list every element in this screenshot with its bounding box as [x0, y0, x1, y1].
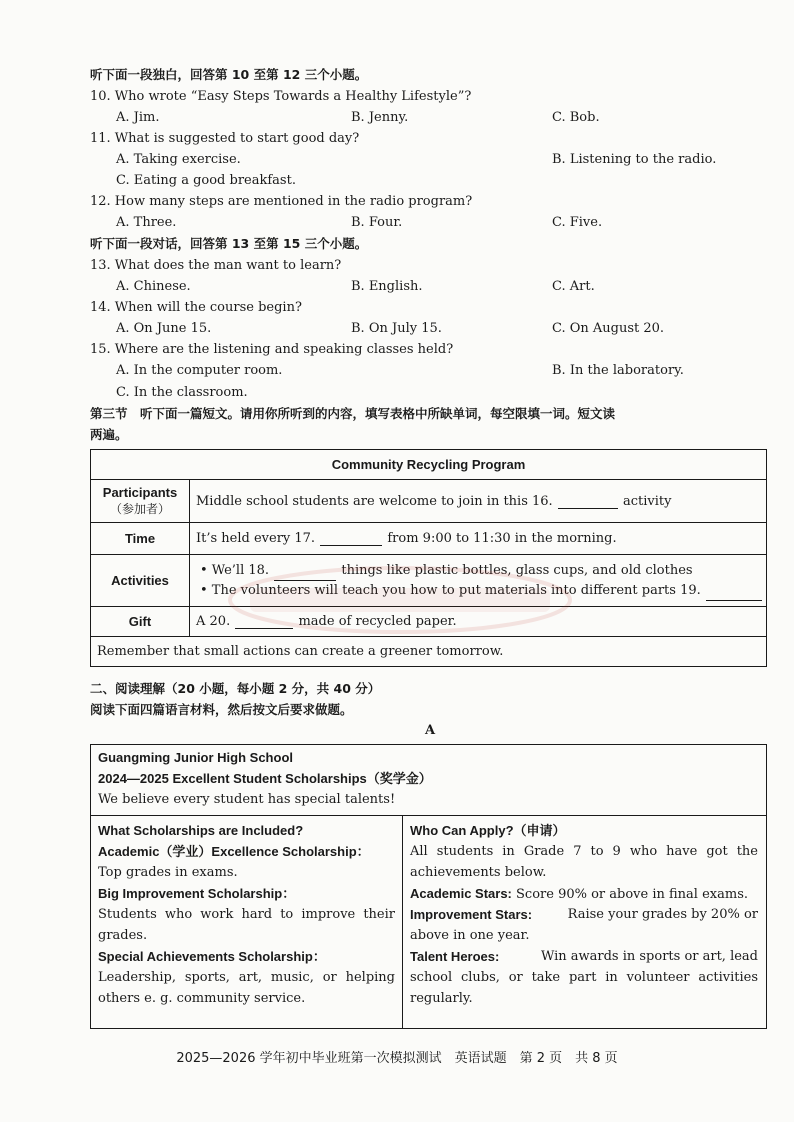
listening-intro-2: 听下面一段对话，回答第 13 至第 15 三个小题。	[90, 236, 368, 251]
academic-stars-text: Score 90% or above in final exams.	[511, 887, 748, 902]
types-heading: What Scholarships are Included?	[98, 823, 304, 838]
scholarship-types-column	[91, 816, 403, 1028]
question-14-option-b: B. On July 15.	[351, 321, 442, 336]
scholarship-title: 2024—2025 Excellent Student Scholarships（奖学金）	[98, 771, 432, 786]
question-15-option-b: B. In the laboratory.	[552, 363, 684, 378]
school-name: Guangming Junior High School	[98, 750, 293, 765]
page-footer: 2025—2026 学年初中毕业班第一次模拟测试 英语试题 第 2 页 共 8 页	[176, 1051, 618, 1066]
participants-text-end: activity	[622, 493, 672, 509]
question-12-option-c: C. Five.	[552, 215, 603, 230]
table-footer: Remember that small actions can create a greener tomorrow.	[91, 637, 767, 667]
academic-stars-label: Academic Stars:	[410, 886, 512, 901]
activity-1-text: • We’ll 18.	[200, 562, 270, 578]
reading-heading: 二、阅读理解（20 小题，每小题 2 分，共 40 分）	[90, 681, 381, 696]
question-10-stem: 10. Who wrote “Easy Steps Towards a Healthy Lifestyle”?	[90, 89, 472, 104]
eligibility-intro-cont: achievements below.	[410, 865, 547, 880]
improvement-scholarship-desc-cont: grades.	[98, 928, 148, 943]
gift-text-end: made of recycled paper.	[298, 614, 457, 629]
improvement-scholarship-desc: Students who work hard to improve their	[98, 907, 395, 922]
reading-instruction: 阅读下面四篇语言材料，然后按文后要求做题。	[90, 702, 353, 717]
academic-stars-item	[410, 885, 748, 904]
blank-20[interactable]	[235, 614, 293, 629]
improvement-stars-label: Improvement Stars:	[410, 907, 533, 922]
question-10-option-c: C. Bob.	[552, 110, 600, 125]
time-text: It’s held every 17.	[196, 531, 316, 546]
talent-heroes-label: Talent Heroes:	[410, 949, 500, 964]
question-15-option-c: C. In the classroom.	[116, 385, 248, 400]
question-10-option-b: B. Jenny.	[351, 110, 409, 125]
participants-label-cn: （参加者）	[109, 502, 170, 516]
improvement-stars-text-cont: above in one year.	[410, 928, 530, 943]
gift-value	[190, 607, 767, 637]
question-11-option-a: A. Taking exercise.	[116, 152, 241, 167]
question-11-stem: 11. What is suggested to start good day?	[90, 131, 360, 146]
question-12-stem: 12. How many steps are mentioned in the radio program?	[90, 194, 473, 209]
activity-item-2	[196, 581, 765, 601]
blank-19[interactable]	[706, 586, 762, 601]
activity-item-1	[196, 561, 765, 581]
question-14-option-a: A. On June 15.	[116, 321, 212, 336]
question-12-option-a: A. Three.	[116, 215, 177, 230]
time-value	[190, 523, 767, 555]
scholarship-header	[91, 745, 766, 816]
improvement-stars-item	[410, 906, 758, 924]
activities-value	[190, 555, 767, 607]
activity-1-text-end: things like plastic bottles, glass cups, and old clothes	[341, 562, 693, 578]
gift-label: Gift	[91, 607, 190, 637]
special-scholarship-desc: Leadership, sports, art, music, or helping	[98, 970, 395, 985]
activity-2-text: • The volunteers will teach you how to put materials into different parts 19.	[200, 582, 701, 598]
time-label: Time	[91, 523, 190, 555]
listening-intro-1: 听下面一段独白，回答第 10 至第 12 三个小题。	[90, 67, 368, 82]
special-scholarship-desc-cont: others e. g. community service.	[98, 991, 306, 1006]
question-15-option-a: A. In the computer room.	[116, 363, 283, 378]
participants-label-en: Participants	[102, 485, 178, 500]
section-3-instruction: 第三节 听下面一篇短文。请用你所听到的内容，填写表格中所缺单词，每空限填一词。短文读	[90, 406, 616, 421]
participants-text: Middle school students are welcome to join in this 16.	[196, 493, 553, 509]
question-13-option-c: C. Art.	[552, 279, 595, 294]
eligibility-heading: Who Can Apply?（申请）	[410, 823, 566, 838]
eligibility-column	[403, 816, 766, 1028]
gift-text: A 20.	[196, 614, 231, 629]
question-14-option-c: C. On August 20.	[552, 321, 665, 336]
academic-scholarship-desc: Top grades in exams.	[98, 865, 238, 880]
improvement-scholarship-title: Big Improvement Scholarship：	[98, 886, 296, 901]
question-13-stem: 13. What does the man want to learn?	[90, 258, 342, 273]
question-14-stem: 14. When will the course begin?	[90, 300, 302, 315]
time-text-end: from 9:00 to 11:30 in the morning.	[387, 531, 617, 546]
eligibility-intro: All students in Grade 7 to 9 who have got the	[410, 844, 758, 859]
question-13-option-b: B. English.	[351, 279, 423, 294]
talent-heroes-item	[410, 948, 758, 966]
improvement-stars-text: Raise your grades by 20% or	[567, 907, 758, 922]
question-13-option-a: A. Chinese.	[116, 279, 191, 294]
talent-heroes-text-cont: school clubs, or take part in volunteer activities	[410, 970, 758, 985]
table-title: Community Recycling Program	[91, 450, 767, 480]
recycling-program-table	[90, 449, 767, 667]
blank-16[interactable]	[558, 494, 618, 509]
blank-18[interactable]	[274, 566, 336, 581]
question-11-option-c: C. Eating a good breakfast.	[116, 173, 296, 188]
question-15-stem: 15. Where are the listening and speaking classes held?	[90, 342, 454, 357]
special-scholarship-title: Special Achievements Scholarship：	[98, 949, 326, 964]
scholarship-notice	[90, 744, 767, 1029]
participants-value	[190, 480, 767, 523]
blank-17[interactable]	[320, 531, 382, 546]
question-10-option-a: A. Jim.	[116, 110, 160, 125]
participants-label	[91, 480, 190, 523]
academic-scholarship-title: Academic（学业）Excellence Scholarship：	[98, 844, 370, 859]
talent-heroes-text-end: regularly.	[410, 991, 473, 1006]
question-12-option-b: B. Four.	[351, 215, 403, 230]
scholarship-motto: We believe every student has special talents!	[98, 792, 396, 807]
question-11-option-b: B. Listening to the radio.	[552, 152, 717, 167]
talent-heroes-text: Win awards in sports or art, lead	[540, 949, 758, 964]
activities-label: Activities	[91, 555, 190, 607]
section-3-instruction-cont: 两遍。	[90, 427, 128, 442]
passage-letter: A	[424, 723, 436, 738]
